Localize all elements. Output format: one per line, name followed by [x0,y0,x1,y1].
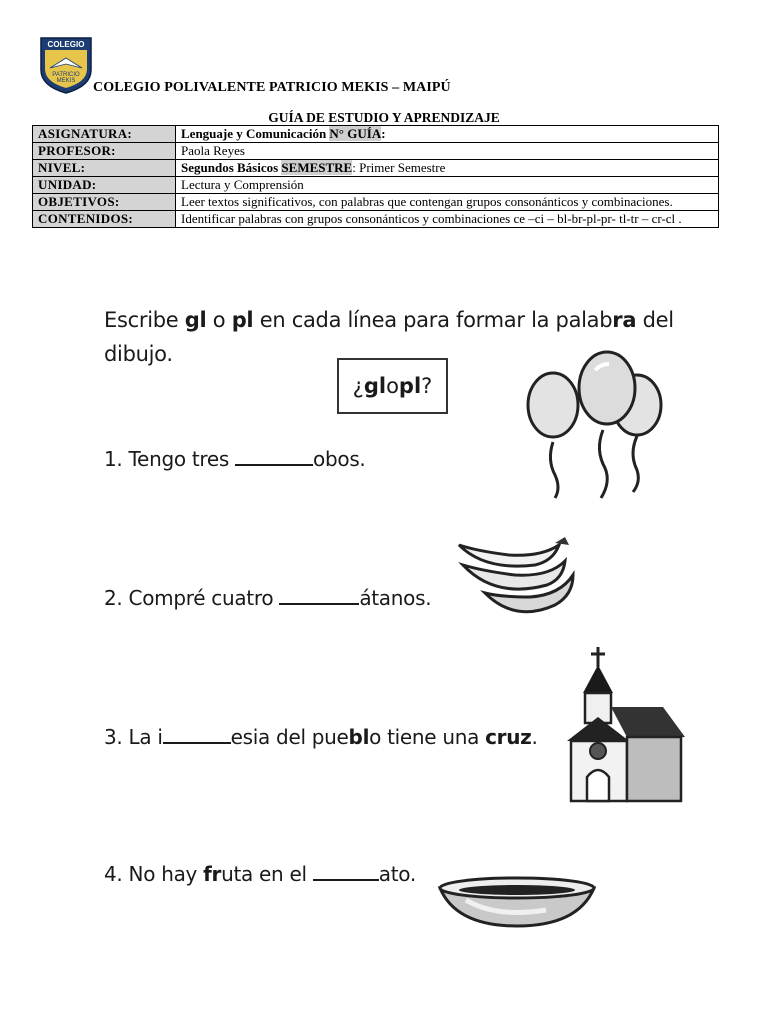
school-logo-crest [38,36,94,94]
row-asignatura [33,126,719,143]
nivel-value [176,160,719,177]
item4-mid: uta en el [221,862,313,886]
info-table [32,125,719,228]
item3-mid: esia del pue [230,725,349,749]
balloons-icon [525,350,675,500]
bowl-icon [436,870,598,930]
asignatura-label: ASIGNATURA: [33,126,176,143]
row-profesor [33,143,719,160]
church-icon [563,645,688,805]
profesor-label: PROFESOR: [33,143,176,160]
semestre-value: : Primer Semestre [352,160,446,175]
item3-bl: bl [348,725,370,749]
guide-title: GUÍA DE ESTUDIO Y APRENDIZAJE [268,110,500,125]
item3-blank[interactable] [163,724,231,744]
row-unidad [33,177,719,194]
item1-pre: 1. Tengo tres [104,447,236,471]
box-pl: pl [398,374,422,398]
logo-text-mekis: MEKIS [56,78,76,84]
item2-pre: 2. Compré cuatro [104,586,280,610]
contenidos-value: Identificar palabras con grupos consonánticos y combinaciones ce –ci – bl-br-pl-pr- tl-tr – cr-cl . [176,211,719,228]
school-name: COLEGIO POLIVALENTE PATRICIO MEKIS – MAIPÚ [93,80,451,95]
box-end: ? [421,374,433,398]
guia-number-label: N° GUÍA [329,126,382,141]
item1-post: obos. [313,447,366,471]
exercise-item-3 [104,724,538,749]
item2-blank[interactable] [279,585,359,605]
item4-post: ato. [378,862,416,886]
item3-end: . [531,725,538,749]
instr-pl: pl [231,308,254,332]
nivel-label: NIVEL: [33,160,176,177]
row-contenidos [33,211,719,228]
box-gl: gl [363,374,387,398]
objetivos-label: OBJETIVOS: [33,194,176,211]
item2-post: átanos. [359,586,432,610]
instr-text-1: Escribe [104,308,185,332]
objetivos-value: Leer textos significativos, con palabras que contengan grupos consonánticos y combinaciones. [176,194,719,211]
asignatura-subject: Lenguaje y Comunicación [181,126,330,141]
profesor-value: Paola Reyes [176,143,719,160]
bananas-icon [455,535,580,620]
item1-blank[interactable] [235,446,313,466]
row-nivel [33,160,719,177]
item4-fr: fr [203,862,222,886]
item4-pre: 4. No hay [104,862,204,886]
item3-mid2: o tiene una [369,725,486,749]
nivel-grade: Segundos Básicos [181,160,282,175]
instr-text-2: en cada línea para formar la palab [253,308,613,332]
row-objetivos [33,194,719,211]
box-q: ¿ [352,374,364,398]
instr-o: o [206,308,232,332]
item4-blank[interactable] [313,861,379,881]
asignatura-value [176,126,719,143]
item3-cruz: cruz [485,725,532,749]
instr-text-3: del dibujo. [104,308,674,366]
exercise-item-1 [104,446,366,471]
contenidos-label: CONTENIDOS: [33,211,176,228]
box-o: o [386,374,399,398]
instr-ra: ra [612,308,637,332]
unidad-value: Lectura y Comprensión [176,177,719,194]
exercise-item-2 [104,585,431,610]
logo-text-colegio: COLEGIO [47,40,85,49]
logo-text-patricio: PATRICIO [52,72,80,78]
unidad-label: UNIDAD: [33,177,176,194]
item3-pre: 3. La i [104,725,163,749]
exercise-item-4 [104,861,416,886]
semestre-label: SEMESTRE [281,160,353,175]
instr-gl: gl [184,308,207,332]
guia-colon: : [381,126,386,141]
gl-or-pl-box [337,358,448,414]
